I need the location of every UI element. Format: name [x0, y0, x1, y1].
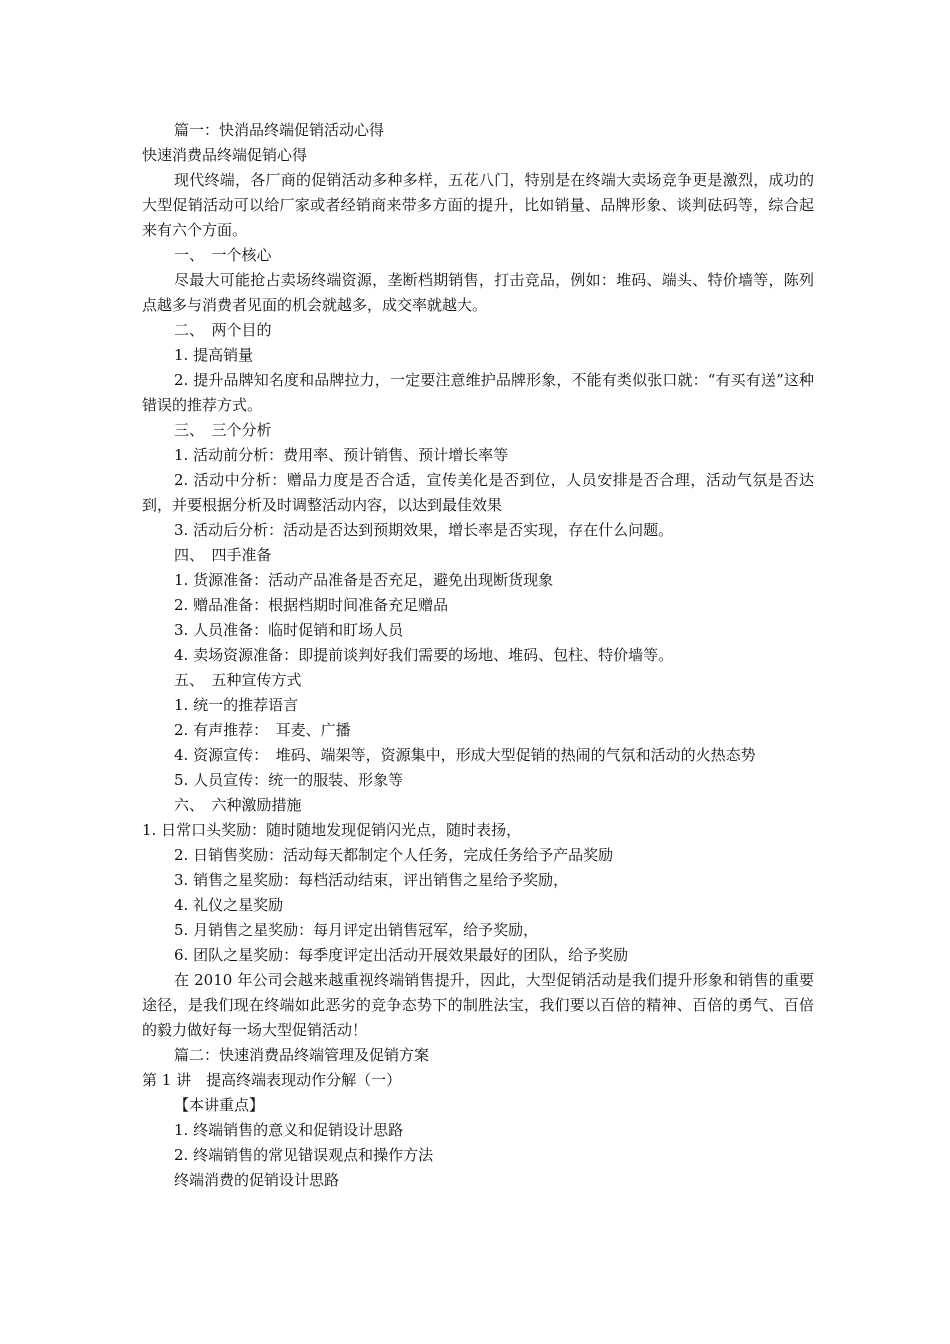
article-title-1: 篇一：快消品终端促销活动心得: [174, 121, 385, 139]
list-item: 3. 销售之星奖励：每档活动结束，评出销售之星给予奖励，: [174, 871, 569, 889]
section-body-1: 尽最大可能抢占卖场终端资源，垄断档期销售，打击竞品，例如：堆码、端头、特价墙等，陈列点越多与消费者见面的机会就越多，成交率就越大。: [142, 271, 814, 314]
conclusion-paragraph: 在 2010 年公司会越来越重视终端销售提升，因此，大型促销活动是我们提升形象和销售的重要途径，是我们现在终端如此恶劣的竞争态势下的制胜法宝，我们要以百倍的精神、百倍的勇气、百倍的毅力做好每一场大型促销活动！: [142, 971, 814, 1039]
list-item: 1. 活动前分析：费用率、预计销售、预计增长率等: [174, 446, 509, 464]
list-item: 5. 人员宣传：统一的服装、形象等: [174, 771, 404, 789]
section-heading-5: 五、 五种宣传方式: [174, 671, 302, 689]
list-item: 2. 终端销售的常见错误观点和操作方法: [174, 1146, 434, 1164]
article-title-2: 篇二：快速消费品终端管理及促销方案: [174, 1046, 430, 1064]
list-item: 4. 资源宣传： 堆码、端架等，资源集中，形成大型促销的热闹的气氛和活动的火热态势: [174, 746, 756, 764]
list-item: 1. 货源准备：活动产品准备是否充足，避免出现断货现象: [174, 571, 554, 589]
list-item: 2. 日销售奖励：活动每天都制定个人任务，完成任务给予产品奖励: [174, 846, 614, 864]
list-item: 2. 提升品牌知名度和品牌拉力，一定要注意维护品牌形象，不能有类似张口就：“有买有送”这种错误的推荐方式。: [142, 371, 814, 414]
list-item: 2. 活动中分析：赠品力度是否合适，宣传美化是否到位，人员安排是否合理，活动气氛是否达到，并要根据分析及时调整活动内容，以达到最佳效果: [142, 471, 814, 514]
list-item: 3. 人员准备：临时促销和盯场人员: [174, 621, 404, 639]
article-subtitle-1: 快速消费品终端促销心得: [142, 146, 308, 164]
section-heading-4: 四、 四手准备: [174, 546, 272, 564]
list-item: 5. 月销售之星奖励：每月评定出销售冠军，给予奖励，: [174, 921, 539, 939]
section-heading-1: 一、 一个核心: [174, 246, 272, 264]
list-item: 6. 团队之星奖励：每季度评定出活动开展效果最好的团队，给予奖励: [174, 946, 629, 964]
list-item: 4. 礼仪之星奖励: [174, 896, 284, 914]
lecture-heading: 第 1 讲 提高终端表现动作分解（一）: [142, 1071, 402, 1089]
list-item: 1. 终端销售的意义和促销设计思路: [174, 1121, 404, 1139]
section-heading-2: 二、 两个目的: [174, 321, 272, 339]
key-points-heading: 【本讲重点】: [174, 1096, 265, 1114]
subsection-heading: 终端消费的促销设计思路: [174, 1171, 340, 1189]
list-item: 2. 赠品准备：根据档期时间准备充足赠品: [174, 596, 449, 614]
document-page: [142, 118, 814, 1193]
list-item: 4. 卖场资源准备：即提前谈判好我们需要的场地、堆码、包柱、特价墙等。: [174, 646, 674, 664]
list-item: 1. 统一的推荐语言: [174, 696, 299, 714]
list-item: 1. 日常口头奖励：随时随地发现促销闪光点，随时表扬，: [142, 821, 522, 839]
section-heading-3: 三、 三个分析: [174, 421, 272, 439]
section-heading-6: 六、 六种激励措施: [174, 796, 302, 814]
list-item: 1. 提高销量: [174, 346, 254, 364]
intro-paragraph: 现代终端，各厂商的促销活动多种多样，五花八门，特别是在终端大卖场竞争更是激烈，成功的大型促销活动可以给厂家或者经销商来带多方面的提升，比如销量、品牌形象、谈判砝码等，综合起来有六个方面。: [142, 171, 814, 239]
list-item: 3. 活动后分析：活动是否达到预期效果，增长率是否实现，存在什么问题。: [174, 521, 674, 539]
list-item: 2. 有声推荐： 耳麦、广播: [174, 721, 351, 739]
